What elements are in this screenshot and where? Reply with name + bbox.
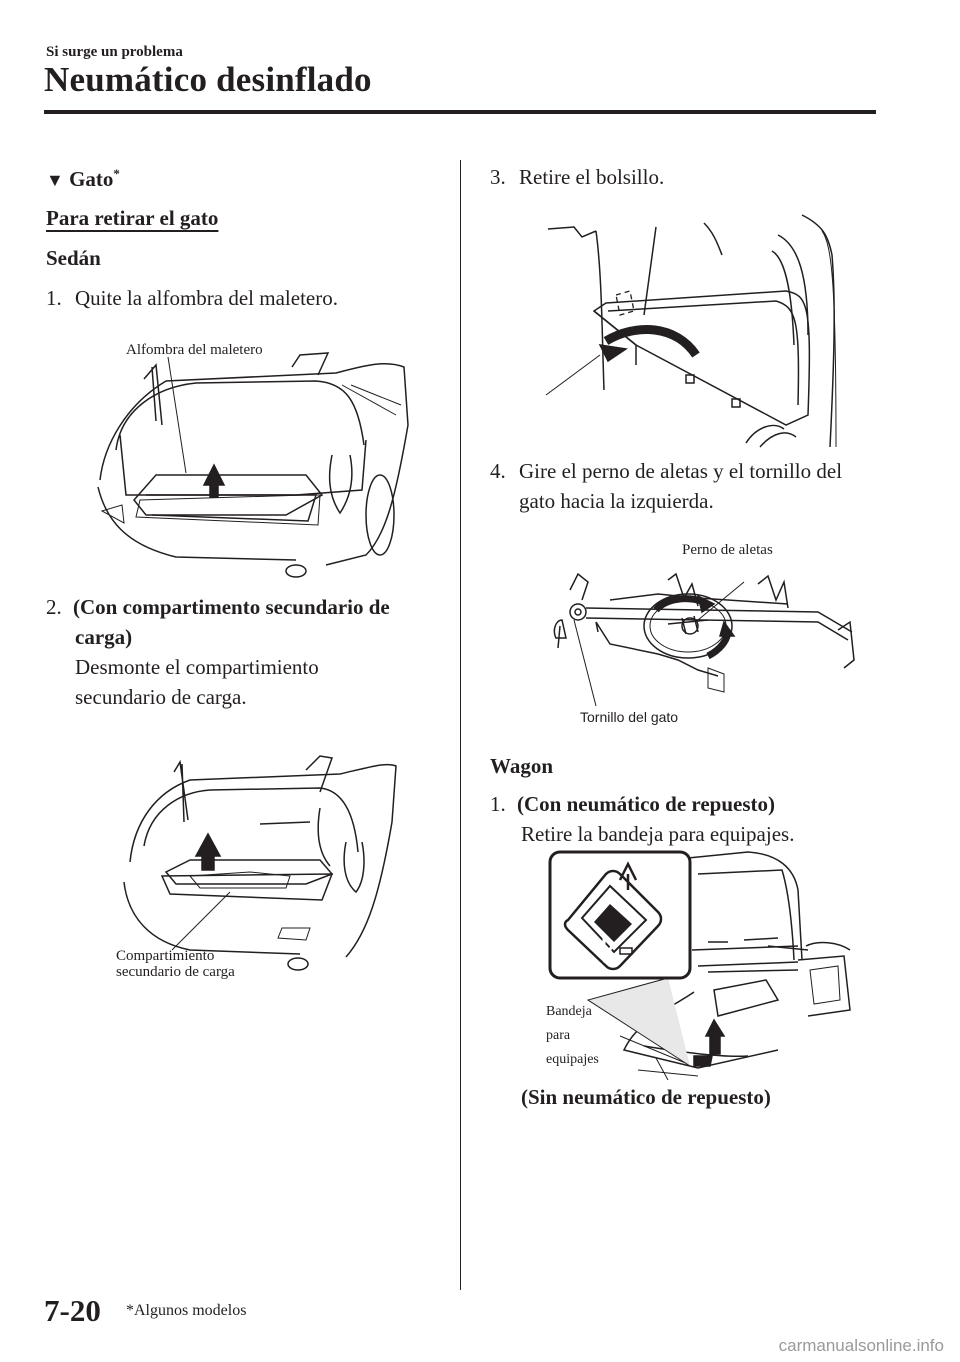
step-text-cont: gato hacia la izquierda.: [519, 489, 714, 513]
asterisk-marker: *: [113, 166, 120, 181]
step-number: 4.: [490, 459, 506, 483]
step-title: (Con neumático de repuesto): [517, 792, 776, 816]
step-text: Retire la bandeja para equipajes.: [521, 822, 795, 846]
step-number: 3.: [490, 165, 506, 189]
pocket-removal-illustration: [546, 215, 852, 447]
tonneau-label: [546, 1000, 599, 1072]
step-text: Retire el bolsillo.: [519, 165, 665, 189]
step-number: 2.: [46, 595, 62, 619]
step-text: Desmonte el compartimiento: [75, 655, 319, 679]
step-number: 1.: [46, 286, 62, 310]
secondary-cargo-illustration: [110, 752, 400, 977]
wagon-step-1: [490, 789, 794, 849]
caption-line: Compartimiento: [116, 948, 215, 964]
sedan-trunk-mat-illustration: [96, 345, 418, 585]
footnote: *Algunos modelos: [126, 1302, 247, 1319]
caption-line: para: [546, 1028, 571, 1043]
triangle-down-icon: ▼: [46, 170, 64, 190]
title-rule: [44, 110, 876, 114]
step-3: [490, 162, 664, 192]
cargo-compartment-label: [116, 948, 235, 980]
column-divider: [460, 160, 461, 1290]
sedan-label: Sedán: [46, 246, 101, 270]
jack-screw-label: Tornillo del gato: [580, 709, 679, 725]
wagon-label: Wagon: [490, 754, 554, 778]
watermark: carmanualsonline.info: [778, 1336, 944, 1355]
trunk-mat-label: Alfombra del maletero: [126, 342, 263, 358]
step-title: (Con compartimento secundario de: [73, 595, 390, 619]
step-title-cont: carga): [75, 625, 133, 649]
jack-illustration: [548, 560, 854, 708]
subheading: Para retirar el gato: [46, 206, 219, 230]
wing-bolt-label: Perno de aletas: [682, 542, 773, 558]
step-text: Gire el perno de aletas y el tornillo del: [519, 459, 843, 483]
section-label: Si surge un problema: [46, 44, 183, 60]
page-number: 7-20: [44, 1293, 101, 1328]
heading-text: Gato: [69, 167, 114, 191]
step-2: [46, 592, 390, 712]
caption-line: equipajes: [546, 1052, 599, 1067]
caption-line: Bandeja: [546, 1004, 592, 1019]
step-4: [490, 456, 842, 516]
section-heading: [46, 166, 120, 192]
step-1: [46, 283, 338, 313]
page-title: Neumático desinflado: [44, 60, 372, 99]
step-text-cont: secundario de carga.: [75, 685, 247, 709]
step-text: Quite la alfombra del maletero.: [75, 286, 338, 310]
wagon-step-1b-title: (Sin neumático de repuesto): [521, 1085, 771, 1109]
caption-line: secundario de carga: [116, 964, 235, 980]
step-number: 1.: [490, 792, 506, 816]
